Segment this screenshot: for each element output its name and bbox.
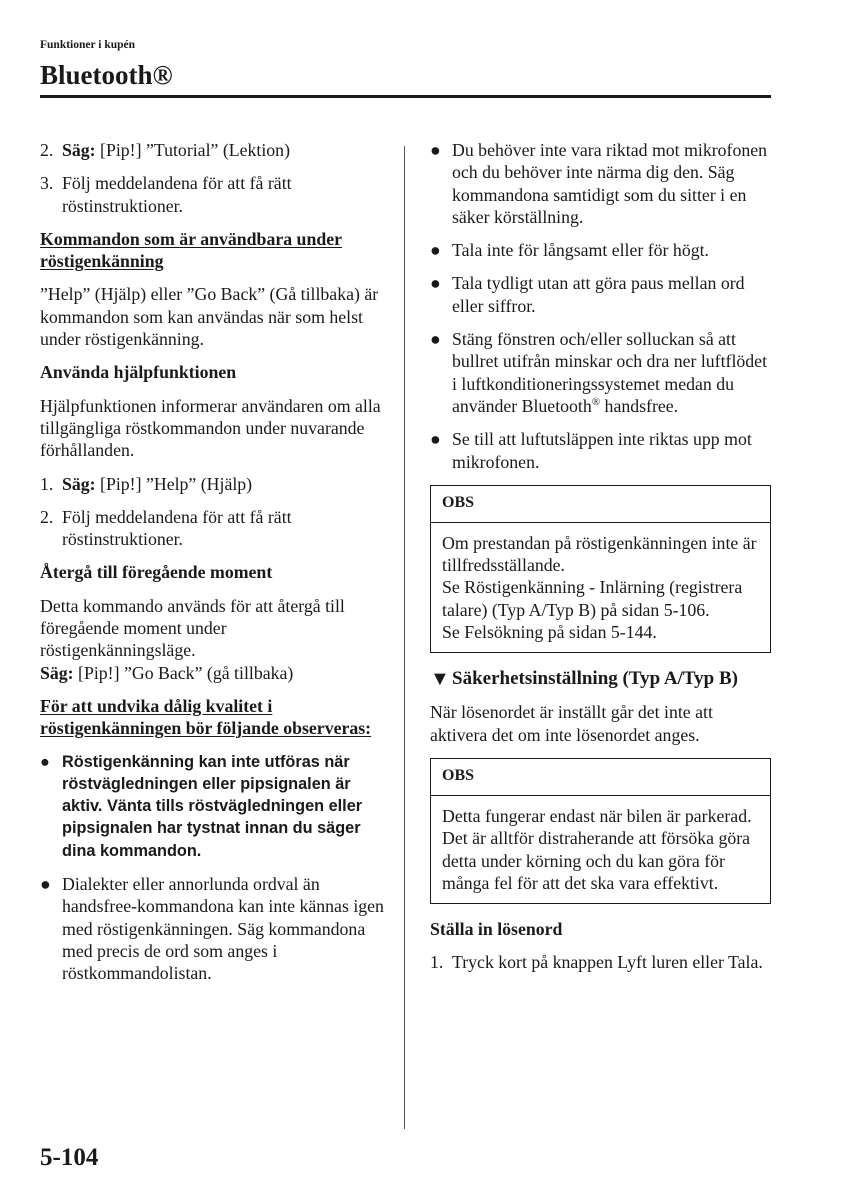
step-1-say-help: 1. Säg: [Pip!] ”Help” (Hjälp) (40, 473, 253, 494)
bullet-speak-clearly: ● Tala tydligt utan att göra paus mellan ord eller siffror. (430, 273, 745, 316)
heading-help-function: Använda hjälpfunktionen (40, 362, 237, 383)
bullet-icon: ● (430, 273, 441, 294)
bullet-icon: ● (40, 874, 51, 895)
paragraph-help-function: Hjälpfunktionen informerar användaren om alla tillgängliga röstkommandon under nuvarande förhållanden. (40, 395, 381, 461)
bullet-icon: ● (430, 140, 441, 160)
step-1-press-button: 1. Tryck kort på knappen Lyft luren eller Tala. (430, 952, 763, 973)
step-2-follow-instructions: 2. Följ meddelandena för att få rätt röstinstruktioner. (40, 506, 292, 550)
page-number: 5-104 (40, 1144, 99, 1171)
heading-avoid-poor-quality: För att undvika dålig kvalitet i röstigenkänningen bör följande observeras: (40, 695, 372, 739)
paragraph-password: När lösenordet är inställt går det inte att aktivera det om inte lösenordet anges. (430, 702, 713, 745)
heading-set-password: Ställa in lösenord (430, 919, 563, 940)
bullet-close-windows: ● Stäng fönstren och/eller solluckan så att bullret utifrån minskar och dra ner luftflödet i luftkonditioneringssystemet medan du använder Bluetooth® handsfree. (430, 329, 768, 416)
obs-text: Om prestandan på röstigenkänningen inte är tillfredsställande. Se Röstigenkänning - Inlärning (registrera talare) (Typ A/Typ B) på sidan 5-106. Se Felsökning på sidan 5-144. (442, 532, 757, 643)
paragraph-go-back: Detta kommando används för att återgå till föregående moment under röstigenkänningsläge. Säg: [Pip!] ”Go Back” (gå tillbaka) (40, 595, 345, 683)
bullet-icon: ● (40, 752, 50, 771)
step-3-follow-instructions: 3. Följ meddelandena för att få rätt röstinstruktioner. (40, 173, 292, 216)
bullet-voice-guidance-active: ● Röstigenkänning kan inte utföras när röstvägledningen eller pipsignalen är aktiv. Vänta tills röstvägledningen eller pipsignalen har tystnat innan du säger dina kommandon. (40, 752, 363, 860)
page-header (40, 38, 770, 91)
bullet-air-vents: ● Se till att luftutsläppen inte riktas upp mot mikrofonen. (430, 429, 752, 472)
left-column (40, 139, 385, 996)
obs-label: OBS (431, 486, 770, 523)
right-column (430, 139, 771, 985)
obs-note-box-1 (430, 485, 771, 653)
heading-go-back: Återgå till föregående moment (40, 562, 273, 583)
bullet-icon: ● (430, 429, 441, 450)
obs-label: OBS (431, 759, 770, 796)
bullet-microphone-direction: ● Du behöver inte vara riktad mot mikrofonen och du behöver inte närma dig den. Säg kommandona samtidigt som du sitter i en säker körställning. (430, 140, 768, 227)
bullet-icon: ● (430, 240, 441, 261)
bullet-dialects: ● Dialekter eller annorlunda ordval än handsfree-kommandona kan inte kännas igen med röstigenkänningen. Säg kommandona med precis de ord som anges i röstkommandolistan. (40, 874, 384, 984)
page-title: Bluetooth® (40, 60, 173, 90)
title-rule (40, 95, 771, 98)
column-divider (404, 146, 405, 1129)
bullet-icon: ● (430, 329, 441, 350)
bullet-speaking-speed: ● Tala inte för långsamt eller för högt. (430, 240, 709, 261)
subheading-security-setting: ▼ Säkerhetsinställning (Typ A/Typ B) (430, 668, 738, 691)
step-2-say-tutorial: 2. Säg: [Pip!] ”Tutorial” (Lektion) (40, 140, 290, 160)
section-label: Funktioner i kupén (40, 39, 136, 51)
heading-useful-commands: Kommandon som är användbara under röstigenkänning (40, 228, 343, 272)
paragraph-help-goback: ”Help” (Hjälp) eller ”Go Back” (Gå tillbaka) är kommandon som kan användas när som helst under röstigenkänning. (40, 284, 379, 350)
triangle-down-icon: ▼ (430, 668, 450, 691)
obs-text: Detta fungerar endast när bilen är parkerad. Det är alltför distraherande att försöka göra detta under körning och du kan göra för många fel för att det ska vara effektivt. (442, 805, 752, 893)
obs-note-box-2 (430, 758, 771, 904)
